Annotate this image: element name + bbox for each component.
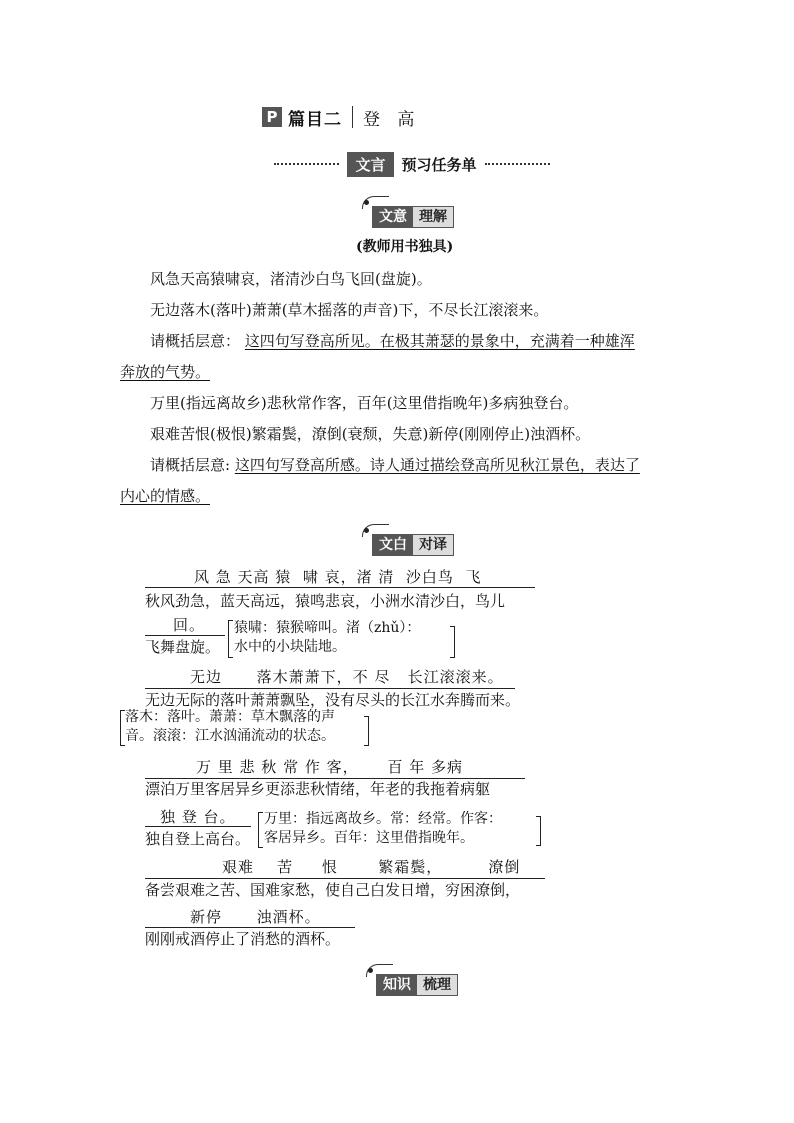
poem-line-3: 万里(指远离故乡)悲秋常作客，百年(这里借指晚年)多病独登台。 [150,394,579,412]
banner-dots-left [274,163,339,165]
summary-2-text-b: 内心的情感。 [120,487,211,505]
tag-dot-decoration [364,200,369,205]
note-3a: 万里：指远离故乡。常：经常。作客： [264,811,502,827]
trans-line-4b: 刚刚戒酒停止了消愁的酒杯。 [145,930,341,948]
title-divider [352,106,353,128]
note-bracket-left [228,620,233,658]
section-tag-translation [372,534,454,556]
note-bracket-left [258,812,263,848]
section-tag-a: 文白 [373,535,413,555]
teacher-note: (教师用书独具) [356,239,454,255]
summary-1 [150,326,690,357]
banner-label: 预习任务单 [401,155,477,174]
chapter-title: 篇目二 [288,109,342,130]
trans-line-4: 备尝艰难之苦、国难家愁，使自己白发日增，穷困潦倒， [145,881,521,899]
orig-line-1b: 回。 [173,616,206,634]
tag-dot-decoration [368,968,373,973]
note-bracket-right [536,816,541,846]
note-2a: 落木：落叶。萧萧：草木飘落的声 [125,709,335,725]
orig-line-4b: 新停 浊酒杯。 [190,908,321,926]
section-tag-a: 知识 [377,975,417,995]
note-2b: 音。滚滚：江水汹涌流动的状态。 [125,728,335,744]
summary-1-text-b: 奔放的气势。 [120,363,211,381]
poem-line-2: 无边落木(落叶)萧萧(草木摇落的声音)下，不尽长江滚滚来。 [150,301,549,319]
section-tag-meaning [372,206,454,228]
section-tag-a: 文意 [373,207,413,227]
trans-line-3b: 独自登上高台。 [145,830,251,848]
banner-dots-right [485,163,550,165]
poem-line-4: 艰难苦恨(极恨)繁霜鬓，潦倒(衰颓，失意)新停(刚刚停止)浊酒杯。 [150,425,591,443]
note-bracket-right [364,716,369,746]
chapter-subtitle: 登 高 [363,109,421,130]
section-tag-b: 梳理 [417,975,457,995]
chapter-title-row [262,104,420,130]
note-1a: 猿啸：猿猴啼叫。渚（zhǔ）： [234,620,421,636]
trans-line-2: 无边无际的落叶萧萧飘坠，没有尽头的长江水奔腾而来。 [145,691,521,709]
summary-2-label: 请概括层意: [150,456,231,474]
summary-1-text-a: 这四句写登高所见。在极其萧瑟的景象中，充满着一种雄浑 [244,332,635,350]
preview-banner [274,152,550,176]
note-3b: 客居异乡。百年：这里借指晚年。 [264,830,474,846]
summary-2 [150,450,690,481]
note-bracket-right [450,626,455,658]
banner-dark-label: 文言 [347,152,393,177]
chapter-logo: P [262,107,282,127]
section-tag-b: 对译 [413,535,453,555]
orig-line-4: 艰难 苦 恨 繁霜鬓， 潦倒 [222,858,521,876]
section-tag-b: 理解 [413,207,453,227]
section-tag-knowledge [376,974,458,996]
orig-line-1: 风 急 天高 猿 啸 哀，渚 清 沙白鸟 飞 [194,568,482,586]
note-1b: 水中的小块陆地。 [234,639,346,655]
trans-line-1b: 飞舞盘旋。 [145,638,221,656]
orig-line-2: 无边 落木萧萧下，不 尽 长江滚滚来。 [190,668,504,686]
summary-2-text-a: 这四句写登高所感。诗人通过描绘登高所见秋江景色，表达了 [234,456,640,474]
orig-line-3b: 独 登 台。 [160,808,236,826]
orig-line-3: 万 里 悲 秋 常 作 客， 百 年 多病 [196,758,463,776]
summary-1-label: 请概括层意： [150,332,241,350]
trans-line-3: 漂泊万里客居异乡更添悲秋情绪，年老的我拖着病躯 [145,780,491,798]
poem-line-1: 风急天高猿啸哀，渚清沙白鸟飞回(盘旋)。 [150,270,432,288]
trans-line-1: 秋风劲急，蓝天高远，猿鸣悲哀，小洲水清沙白，鸟儿 [145,592,506,610]
tag-dot-decoration [364,528,369,533]
